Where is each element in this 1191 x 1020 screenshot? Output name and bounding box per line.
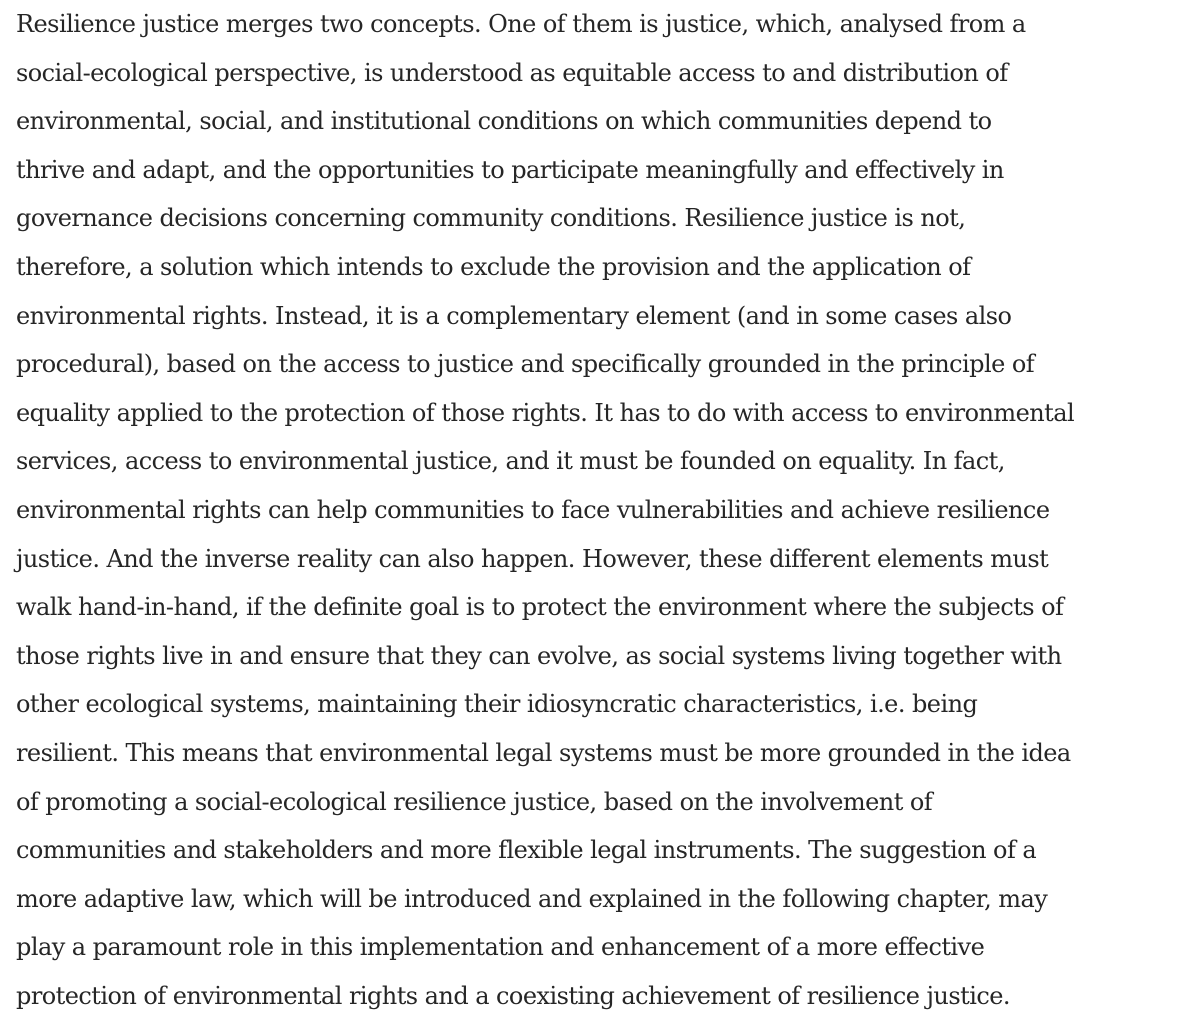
paragraph-line: communities and stakeholders and more flexible legal instruments. The suggestion of a <box>16 836 1037 865</box>
paragraph-line: walk hand-in-hand, if the definite goal is to protect the environment where the subjects of <box>16 593 1064 622</box>
paragraph-line: environmental rights. Instead, it is a complementary element (and in some cases also <box>16 301 1012 330</box>
paragraph-line: justice. And the inverse reality can also happen. However, these different elements must <box>16 544 1049 573</box>
paragraph-line: environmental rights can help communities to face vulnerabilities and achieve resilience <box>16 495 1050 524</box>
paragraph-line: Resilience justice merges two concepts. One of them is justice, which, analysed from a <box>16 10 1026 38</box>
paragraph-line: thrive and adapt, and the opportunities to participate meaningfully and effectively in <box>16 155 1004 184</box>
paragraph-line: those rights live in and ensure that they can evolve, as social systems living together with <box>16 641 1062 670</box>
body-paragraph <box>16 0 1191 1020</box>
paragraph-line: other ecological systems, maintaining their idiosyncratic characteristics, i.e. being <box>16 690 978 719</box>
paragraph-line: services, access to environmental justice, and it must be founded on equality. In fact, <box>16 447 1005 476</box>
paragraph-line: governance decisions concerning community conditions. Resilience justice is not, <box>16 204 966 233</box>
paragraph-line: more adaptive law, which will be introduced and explained in the following chapter, may <box>16 884 1048 913</box>
paragraph-line: social-ecological perspective, is understood as equitable access to and distribution of <box>16 58 1008 87</box>
paragraph-line: therefore, a solution which intends to exclude the provision and the application of <box>16 252 971 281</box>
article-body <box>16 0 1191 1020</box>
paragraph-line: equality applied to the protection of those rights. It has to do with access to environmental <box>16 398 1075 427</box>
paragraph-line: environmental, social, and institutional conditions on which communities depend to <box>16 107 992 136</box>
paragraph-line: play a paramount role in this implementation and enhancement of a more effective <box>16 933 985 962</box>
paragraph-line: procedural), based on the access to justice and specifically grounded in the principle of <box>16 350 1035 379</box>
paragraph-line: resilient. This means that environmental legal systems must be more grounded in the idea <box>16 738 1071 767</box>
paragraph-line: of promoting a social-ecological resilience justice, based on the involvement of <box>16 787 933 816</box>
paragraph-line: protection of environmental rights and a coexisting achievement of resilience justice. <box>16 981 1010 1010</box>
